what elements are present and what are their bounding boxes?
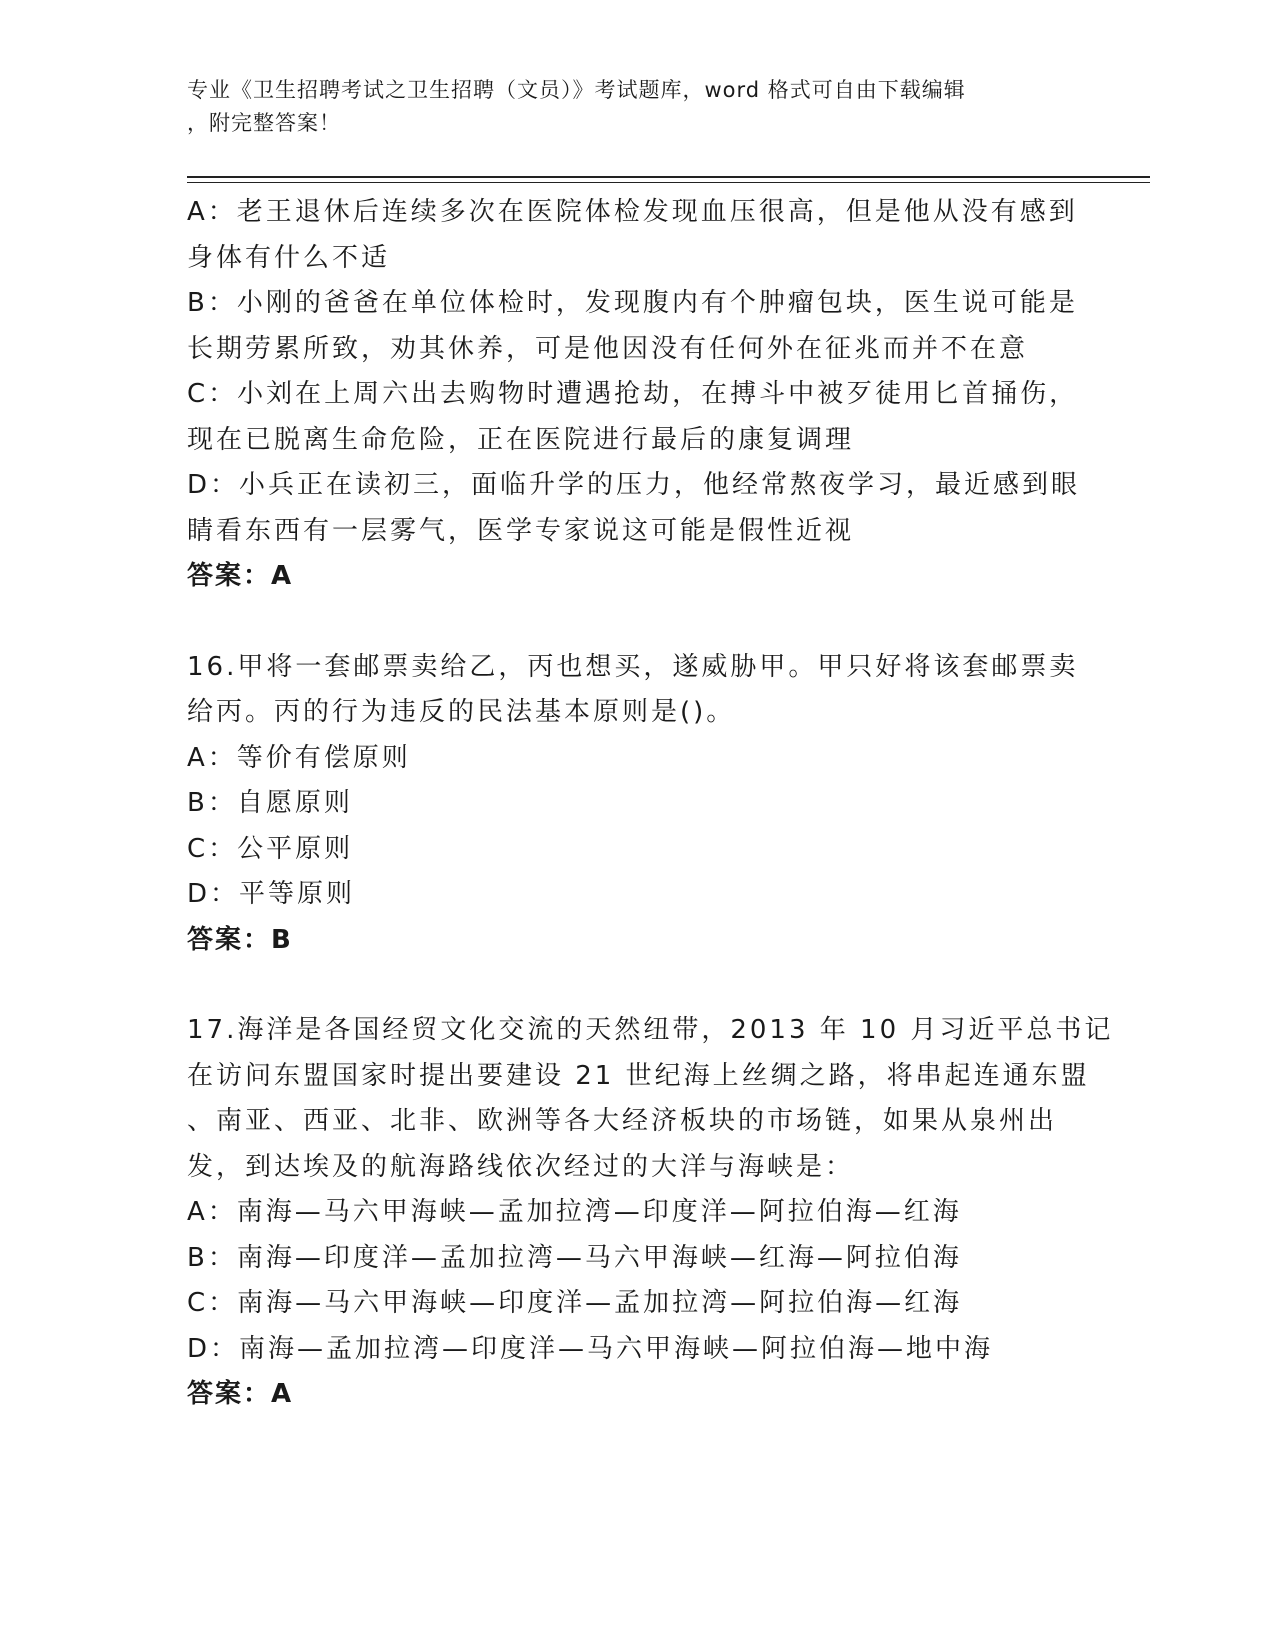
question-17-stem-line-1: 17.海洋是各国经贸文化交流的天然纽带，2013 年 10 月习近平总书记	[187, 1015, 1114, 1045]
option-d: D：南海—孟加拉湾—印度洋—马六甲海峡—阿拉伯海—地中海	[187, 1333, 994, 1364]
question-16-stem-line-1: 16.甲将一套邮票卖给乙，丙也想买，遂威胁甲。甲只好将该套邮票卖	[187, 651, 1079, 682]
option-c: C：公平原则	[187, 833, 354, 864]
option-a: A：等价有偿原则	[187, 742, 411, 773]
option-a-line-2: 身体有什么不适	[187, 242, 391, 273]
document-header	[187, 74, 1067, 140]
question-15-options	[187, 190, 1087, 600]
question-16-stem-line-2: 给丙。丙的行为违反的民法基本原则是()。	[187, 697, 736, 727]
question-17	[187, 1008, 1114, 1418]
option-d: D：平等原则	[187, 879, 356, 909]
option-c-line-1: C：小刘在上周六出去购物时遭遇抢劫，在搏斗中被歹徒用匕首捅伤，	[187, 379, 1079, 409]
option-c: C：南海—马六甲海峡—印度洋—孟加拉湾—阿拉伯海—红海	[187, 1288, 963, 1318]
header-divider-thick	[187, 176, 1150, 178]
option-b: B：自愿原则	[187, 788, 353, 818]
header-divider-thin	[187, 182, 1150, 183]
question-17-stem-line-3: 、南亚、西亚、北非、欧洲等各大经济板块的市场链，如果从泉州出	[187, 1106, 1058, 1136]
question-16	[187, 645, 1087, 964]
answer-17: 答案：A	[187, 1379, 294, 1409]
option-d-line-1: D：小兵正在读初三，面临升学的压力，他经常熬夜学习，最近感到眼	[187, 470, 1081, 500]
option-a: A：南海—马六甲海峡—孟加拉湾—印度洋—阿拉伯海—红海	[187, 1197, 962, 1227]
header-line-2: ，附完整答案！	[187, 111, 341, 135]
option-a-line-1: A：老王退休后连续多次在医院体检发现血压很高，但是他从没有感到	[187, 197, 1078, 227]
question-17-stem-line-4: 发，到达埃及的航海路线依次经过的大洋与海峡是：	[187, 1151, 855, 1182]
option-b-line-2: 长期劳累所致，劝其休养，可是他因没有任何外在征兆而并不在意	[187, 333, 1029, 364]
option-b-line-1: B：小刚的爸爸在单位体检时，发现腹内有个肿瘤包块，医生说可能是	[187, 288, 1078, 318]
option-c-line-2: 现在已脱离生命危险，正在医院进行最后的康复调理	[187, 424, 855, 455]
answer-16: 答案：B	[187, 924, 293, 955]
spacer	[187, 963, 1087, 1008]
question-content	[187, 190, 1114, 1418]
question-17-stem-line-2: 在访问东盟国家时提出要建设 21 世纪海上丝绸之路，将串起连通东盟	[187, 1060, 1090, 1091]
answer-15: 答案：A	[187, 561, 294, 591]
header-line-1: 专业《卫生招聘考试之卫生招聘（文员）》考试题库，word 格式可自由下载编辑	[187, 78, 966, 102]
spacer	[187, 600, 1087, 645]
option-b: B：南海—印度洋—孟加拉湾—马六甲海峡—红海—阿拉伯海	[187, 1242, 962, 1273]
option-d-line-2: 睛看东西有一层雾气，医学专家说这可能是假性近视	[187, 515, 855, 546]
